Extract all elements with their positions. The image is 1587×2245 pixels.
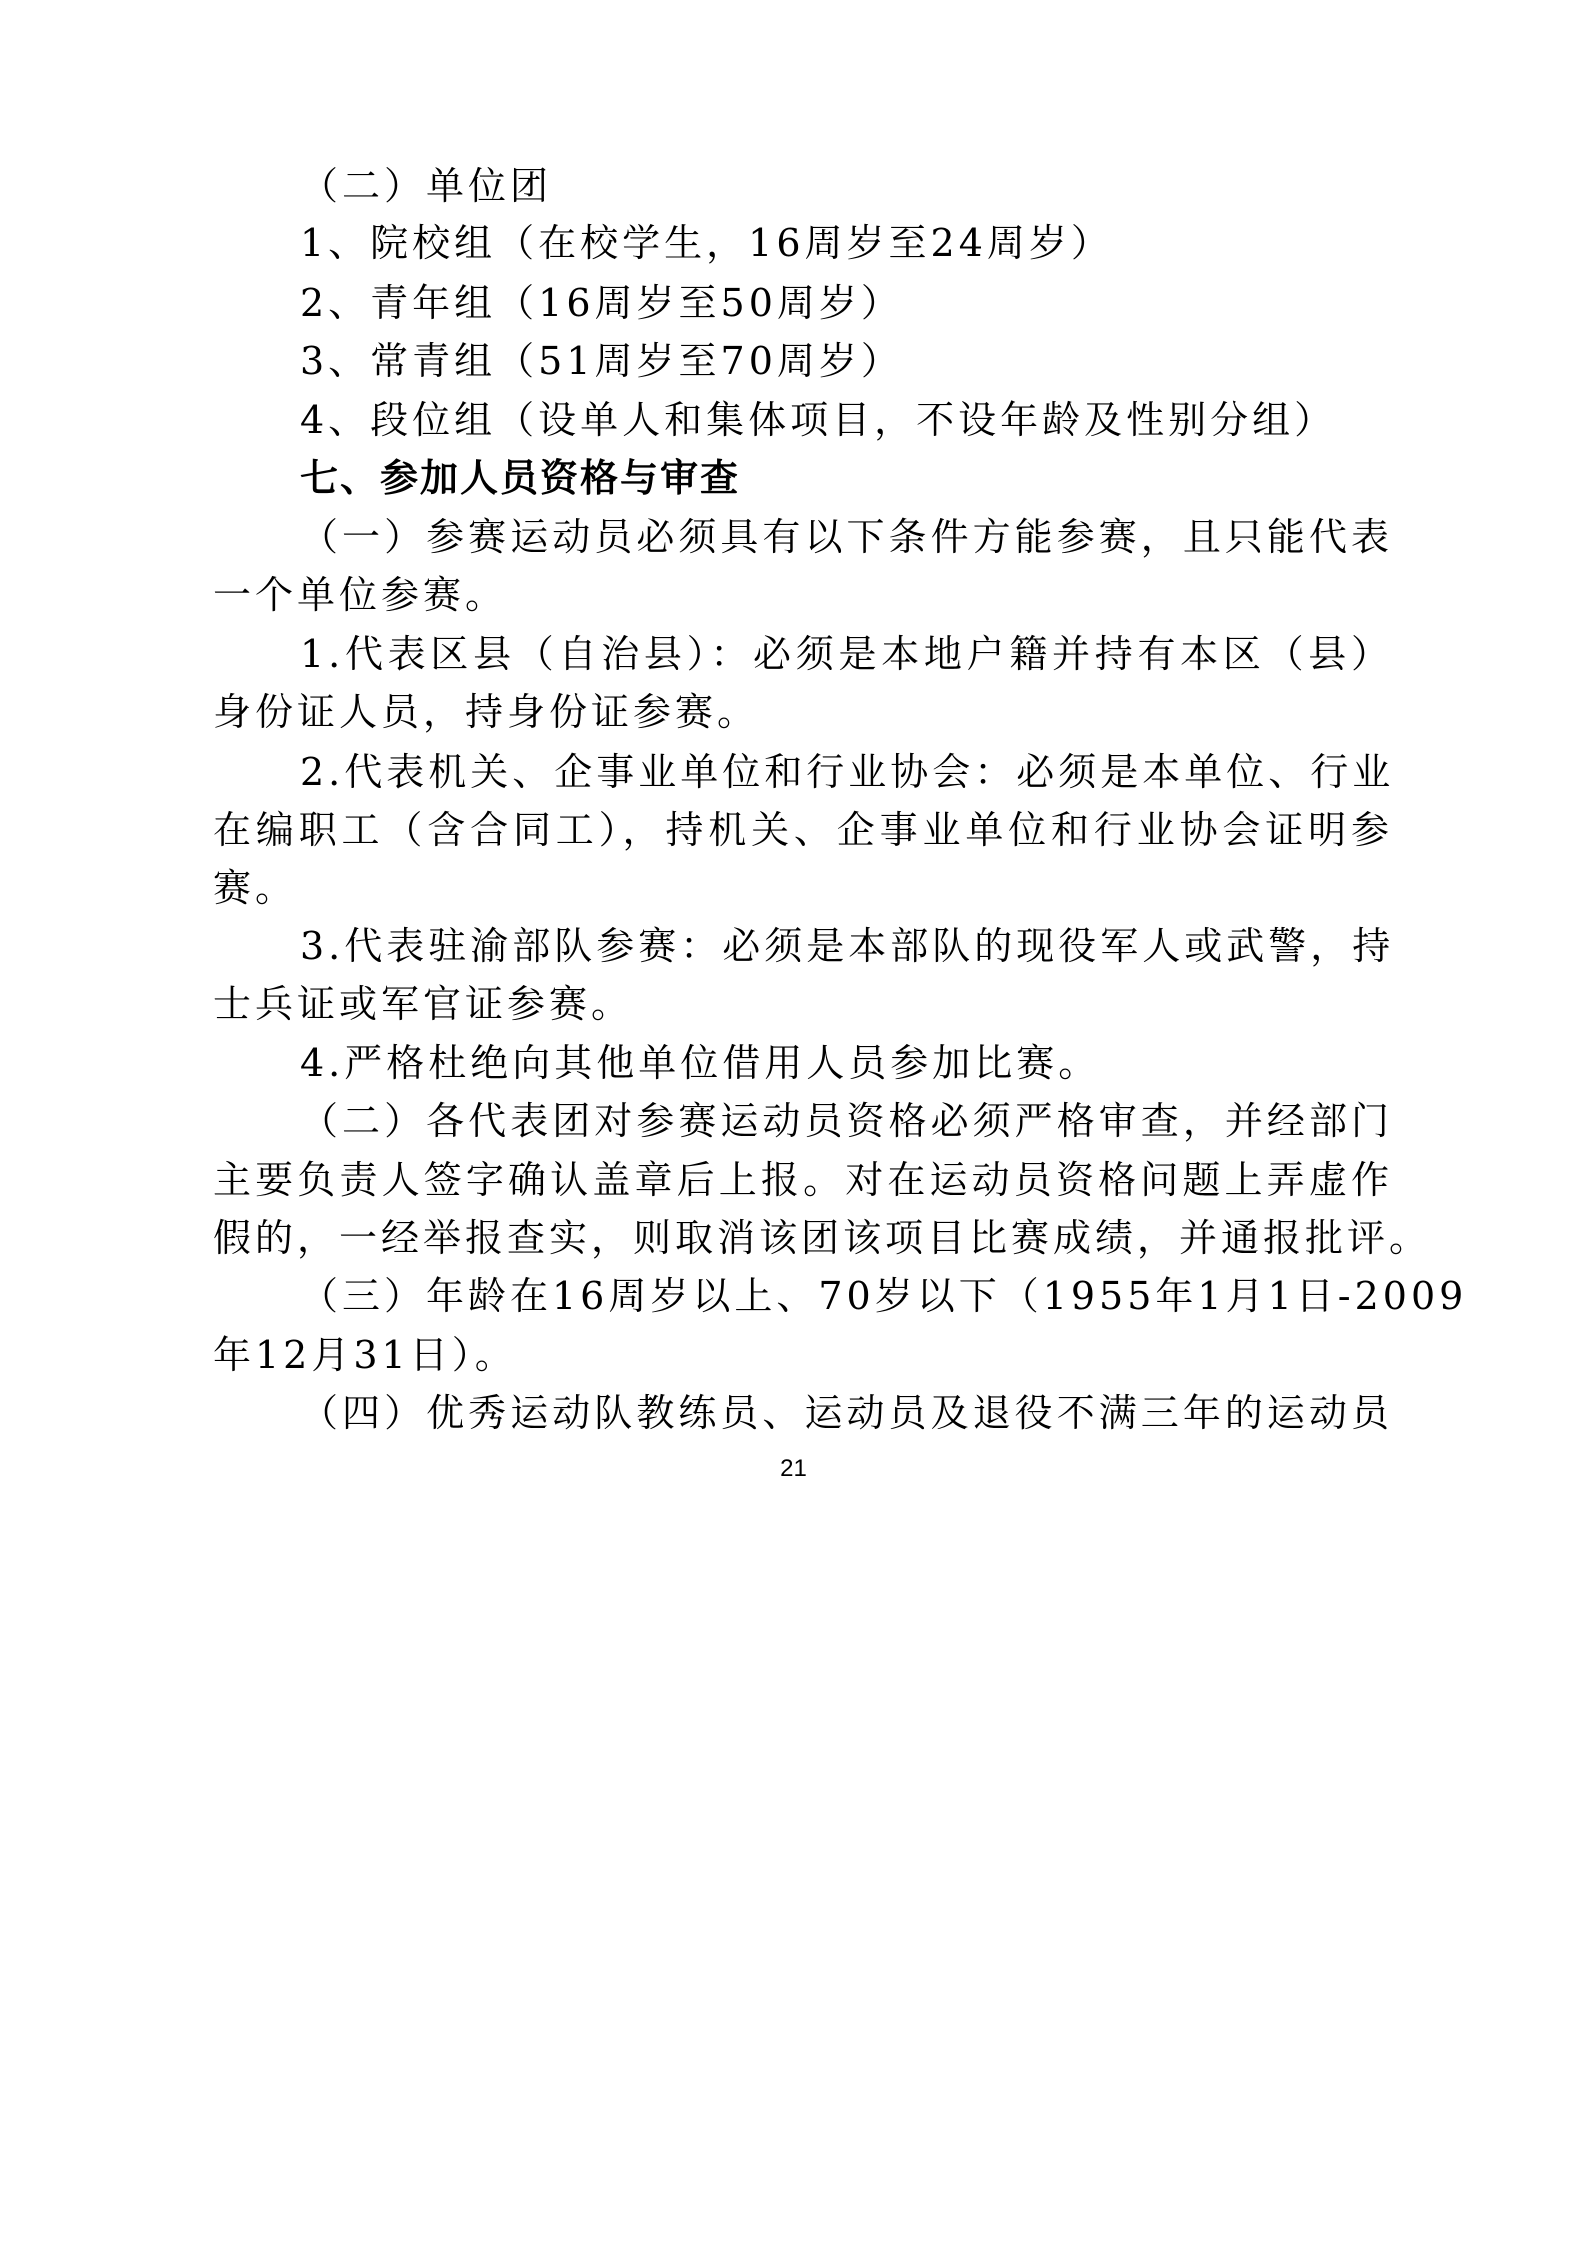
paragraph-sub1-line2: 身份证人员，持身份证参赛。 [213,690,760,734]
paragraph-item2-line1: （二）各代表团对参赛运动员资格必须严格审查，并经部门 [300,1099,1393,1143]
paragraph-sub2-line2: 在编职工（含合同工），持机关、企事业单位和行业协会证明参 [213,808,1393,852]
page-number: 21 [780,1455,807,1482]
paragraph-sub2-line1: 2.代表机关、企事业单位和行业协会：必须是本单位、行业 [300,750,1395,794]
paragraph-item2-line3: 假的，一经举报查实，则取消该团该项目比赛成绩，并通报批评。 [213,1216,1432,1260]
section-title-unit-team: （二）单位团 [300,164,553,208]
paragraph-sub3-line2: 士兵证或军官证参赛。 [213,982,634,1026]
group-item-college: 1、院校组（在校学生，16周岁至24周岁） [300,221,1113,265]
paragraph-item4-line1: （四）优秀运动队教练员、运动员及退役不满三年的运动员 [300,1391,1393,1435]
group-item-senior: 3、常青组（51周岁至70周岁） [300,339,903,383]
section-heading-qualification: 七、参加人员资格与审查 [300,456,741,500]
paragraph-item1-line2: 一个单位参赛。 [213,573,508,617]
paragraph-item3-line1: （三）年龄在16周岁以上、70岁以下（1955年1月1日-2009 [300,1274,1468,1318]
paragraph-sub3-line1: 3.代表驻渝部队参赛：必须是本部队的现役军人或武警，持 [300,924,1395,968]
paragraph-sub2-line3: 赛。 [213,866,298,910]
paragraph-item3-line2: 年12月31日）。 [213,1333,517,1377]
paragraph-sub1-line1: 1.代表区县（自治县）：必须是本地户籍并持有本区（县） [300,632,1393,676]
paragraph-item1-line1: （一）参赛运动员必须具有以下条件方能参赛，且只能代表 [300,515,1393,559]
group-item-rank: 4、段位组（设单人和集体项目，不设年龄及性别分组） [300,398,1337,442]
group-item-youth: 2、青年组（16周岁至50周岁） [300,281,903,325]
paragraph-sub4-line1: 4.严格杜绝向其他单位借用人员参加比赛。 [300,1041,1101,1085]
paragraph-item2-line2: 主要负责人签字确认盖章后上报。对在运动员资格问题上弄虚作 [213,1158,1393,1202]
